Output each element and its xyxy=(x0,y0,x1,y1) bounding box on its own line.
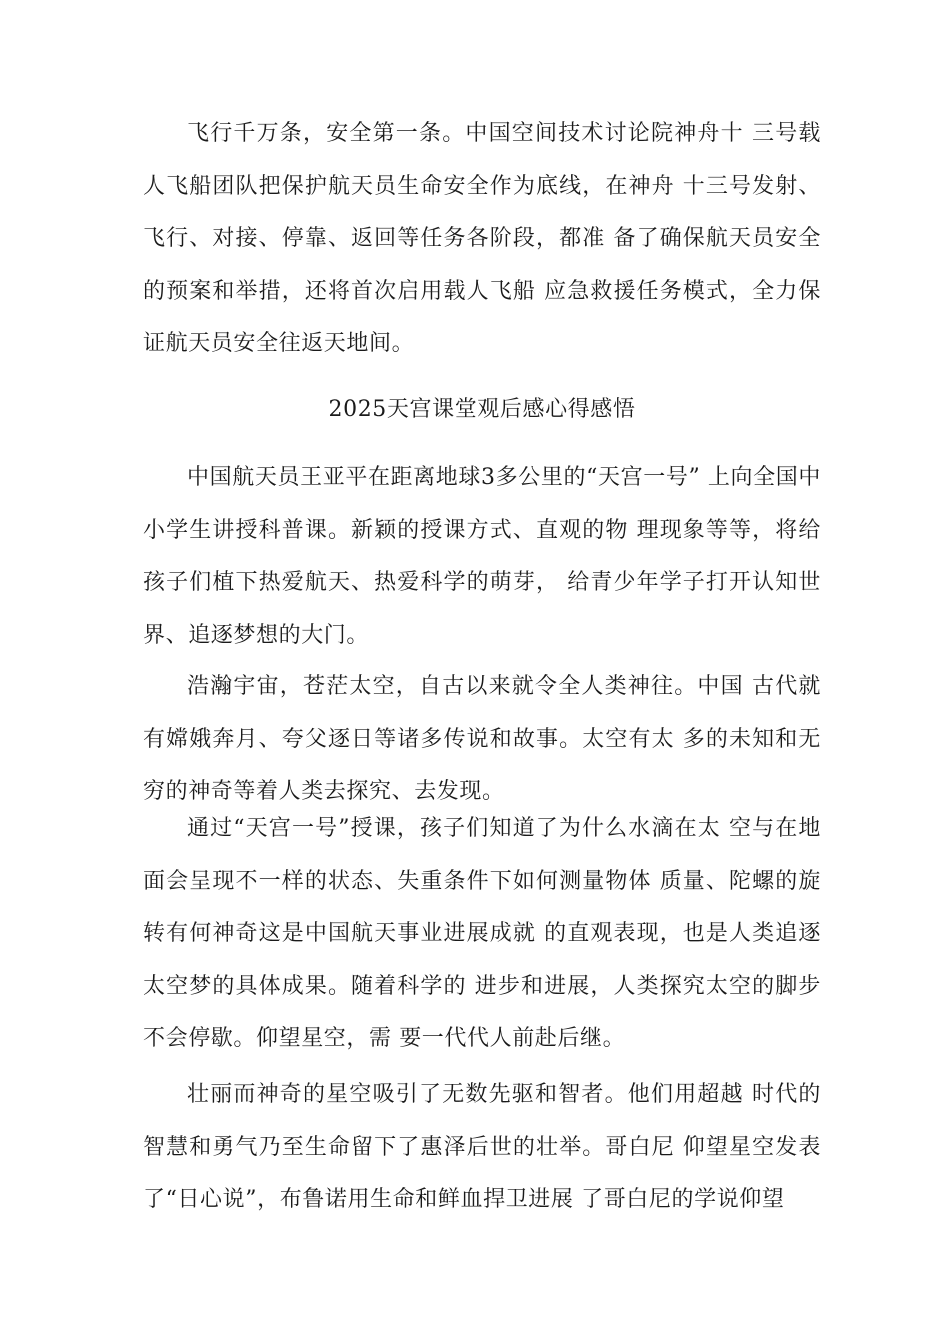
paragraph-lesson-outcomes: 通过“天宫一号”授课，孩子们知道了为什么水滴在太 空与在地面会呈现不一样的状态、失重条件下如何测量物体 质量、陀螺的旋转有何神奇这是中国航天事业进展成就 的直观表现，也是人类追逐太空梦的具体成果。随着科学的 进步和进展，人类探究太空的脚步不会停歇。仰望星空，需 要一代代人前赴后继。 xyxy=(143,816,821,1051)
paragraph-safety: 飞行千万条，安全第一条。中国空间技术讨论院神舟十 三号载人飞船团队把保护航天员生命安全作为底线，在神舟 十三号发射、飞行、对接、停靠、返回等任务各阶段，都准 备了确保航天员安全的预案和举措，还将首次启用载人飞船 应急救援任务模式，全力保证航天员安全往返天地间。 xyxy=(143,121,821,356)
section-title: 2025天宫课堂观后感心得感悟 xyxy=(328,397,636,422)
paragraph-tiangong-lecture: 中国航天员王亚平在距离地球3多公里的“天宫一号” 上向全国中小学生讲授科普课。新颖的授课方式、直观的物 理现象等等，将给孩子们植下热爱航天、热爱科学的萌芽， 给青少年学子打开认知世界、追逐梦想的大门。 xyxy=(143,465,821,648)
paragraph-universe: 浩瀚宇宙，苍茫太空，自古以来就令全人类神往。中国 古代就有嫦娥奔月、夸父逐日等诸多传说和故事。太空有太 多的未知和无穷的神奇等着人类去探究、去发现。 xyxy=(143,674,821,804)
paragraph-pioneers: 壮丽而神奇的星空吸引了无数先驱和智者。他们用超越 时代的智慧和勇气乃至生命留下了惠泽后世的壮举。哥白尼 仰望星空发表了“日心说”，布鲁诺用生命和鲜血捍卫进展 了哥白尼的学说仰望 xyxy=(143,1082,821,1212)
